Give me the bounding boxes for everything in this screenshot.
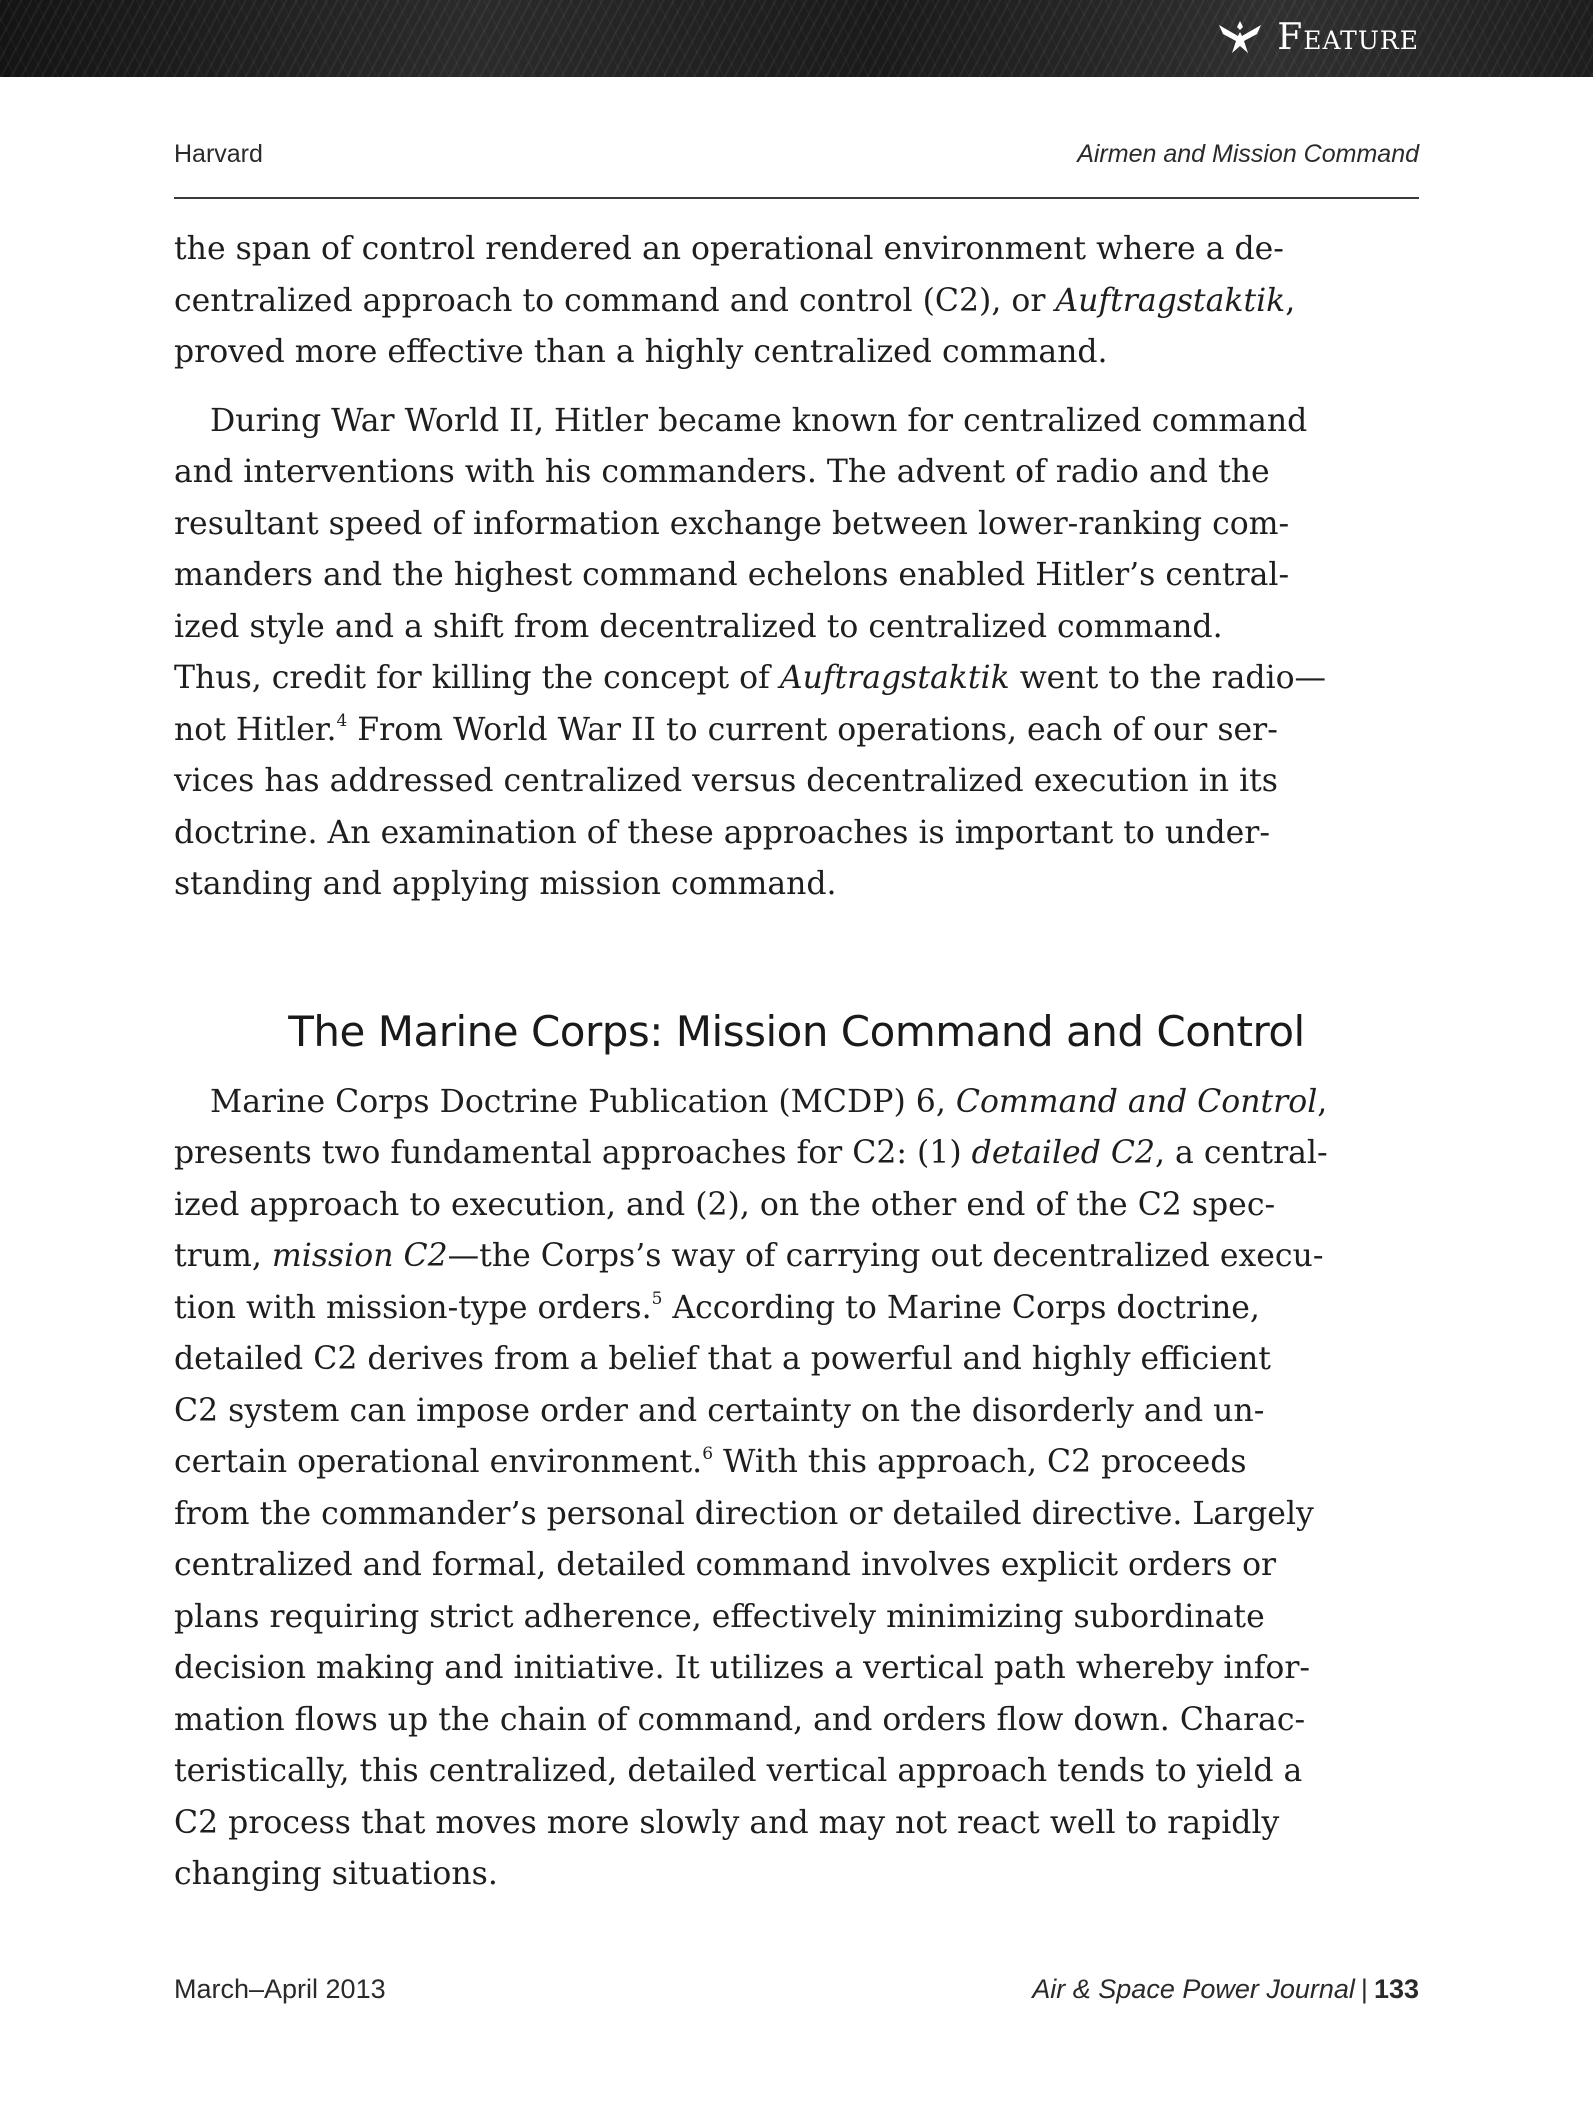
air-force-wings-icon	[1217, 19, 1263, 57]
text-line: doctrine. An examination of these approaches is important to under-	[174, 814, 1270, 851]
text-line: C2 process that moves more slowly and may not react well to rapidly	[174, 1804, 1280, 1841]
footer-separator: |	[1360, 1974, 1368, 2004]
text-line: mation flows up the chain of command, and orders flow down. Charac-	[174, 1701, 1306, 1738]
text-line: teristically, this centralized, detailed vertical approach tends to yield a	[174, 1753, 1303, 1789]
text-line: Marine Corps Doctrine Publication (MCDP) 6, Command and Control,	[210, 1083, 1328, 1120]
running-head-title: Airmen and Mission Command	[1077, 140, 1419, 168]
text-line: During War World II, Hitler became known for centralized command	[210, 402, 1308, 439]
text-line: ized approach to execution, and (2), on the other end of the C2 spec-	[174, 1186, 1276, 1223]
feature-label: Feature	[1277, 17, 1419, 58]
article-body	[174, 224, 1419, 1901]
feature-tag	[1217, 18, 1419, 58]
text-line: from the commander’s personal direction or detailed directive. Largely	[174, 1495, 1314, 1532]
text-line: changing situations.	[174, 1856, 498, 1892]
paragraph-hitler-command	[174, 396, 1419, 911]
page-number: 133	[1373, 1974, 1419, 2004]
running-head	[174, 140, 1419, 169]
text-line: certain operational environment.$^6$ With this approach, C2 proceeds	[174, 1443, 1247, 1480]
text-line: detailed C2 derives from a belief that a powerful and highly efficient	[174, 1341, 1271, 1377]
text-line: proved more effective than a highly centralized command.	[174, 334, 1108, 370]
header-divider	[174, 197, 1419, 199]
text-line: decision making and initiative. It utilizes a vertical path whereby infor-	[174, 1650, 1311, 1686]
page-footer	[174, 1974, 1419, 2005]
text-line: trum, mission C2—the Corps’s way of carrying out decentralized execu-	[174, 1238, 1324, 1274]
text-line: the span of control rendered an operational environment where a de-	[174, 231, 1284, 267]
text-line: centralized and formal, detailed command involves explicit orders or	[174, 1547, 1277, 1583]
text-line: Thus, credit for killing the concept of Auftragstaktik went to the radio—	[174, 660, 1327, 696]
text-line: not Hitler.$^4$ From World War II to current operations, each of our ser-	[174, 711, 1278, 748]
text-line: resultant speed of information exchange between lower-ranking com-	[174, 505, 1290, 542]
text-line: standing and applying mission command.	[174, 866, 837, 902]
feature-banner	[0, 0, 1593, 77]
text-line: and interventions with his commanders. The advent of radio and the	[174, 454, 1270, 490]
text-line: manders and the highest command echelons enabled Hitler’s central-	[174, 557, 1290, 593]
section-heading: The Marine Corps: Mission Command and Control	[288, 1006, 1305, 1056]
journal-name: Air & Space Power Journal	[1032, 1974, 1355, 2004]
issue-date: March–April 2013	[174, 1974, 386, 2004]
text-line: centralized approach to command and control (C2), or Auftragstaktik,	[174, 282, 1296, 319]
text-line: C2 system can impose order and certainty on the disorderly and un-	[174, 1392, 1265, 1429]
paragraph-mcdp6	[174, 1077, 1419, 1901]
paragraph-continuation	[174, 224, 1419, 379]
journal-credit	[1032, 1974, 1419, 2005]
text-line: ized style and a shift from decentralized to centralized command.	[174, 608, 1223, 645]
running-head-author: Harvard	[174, 140, 263, 168]
text-line: plans requiring strict adherence, effectively minimizing subordinate	[174, 1598, 1265, 1635]
text-line: tion with mission-type orders.$^5$ According to Marine Corps doctrine,	[174, 1289, 1260, 1326]
text-line: vices has addressed centralized versus decentralized execution in its	[174, 763, 1278, 799]
text-line: presents two fundamental approaches for C2: (1) detailed C2, a central-	[174, 1135, 1328, 1171]
